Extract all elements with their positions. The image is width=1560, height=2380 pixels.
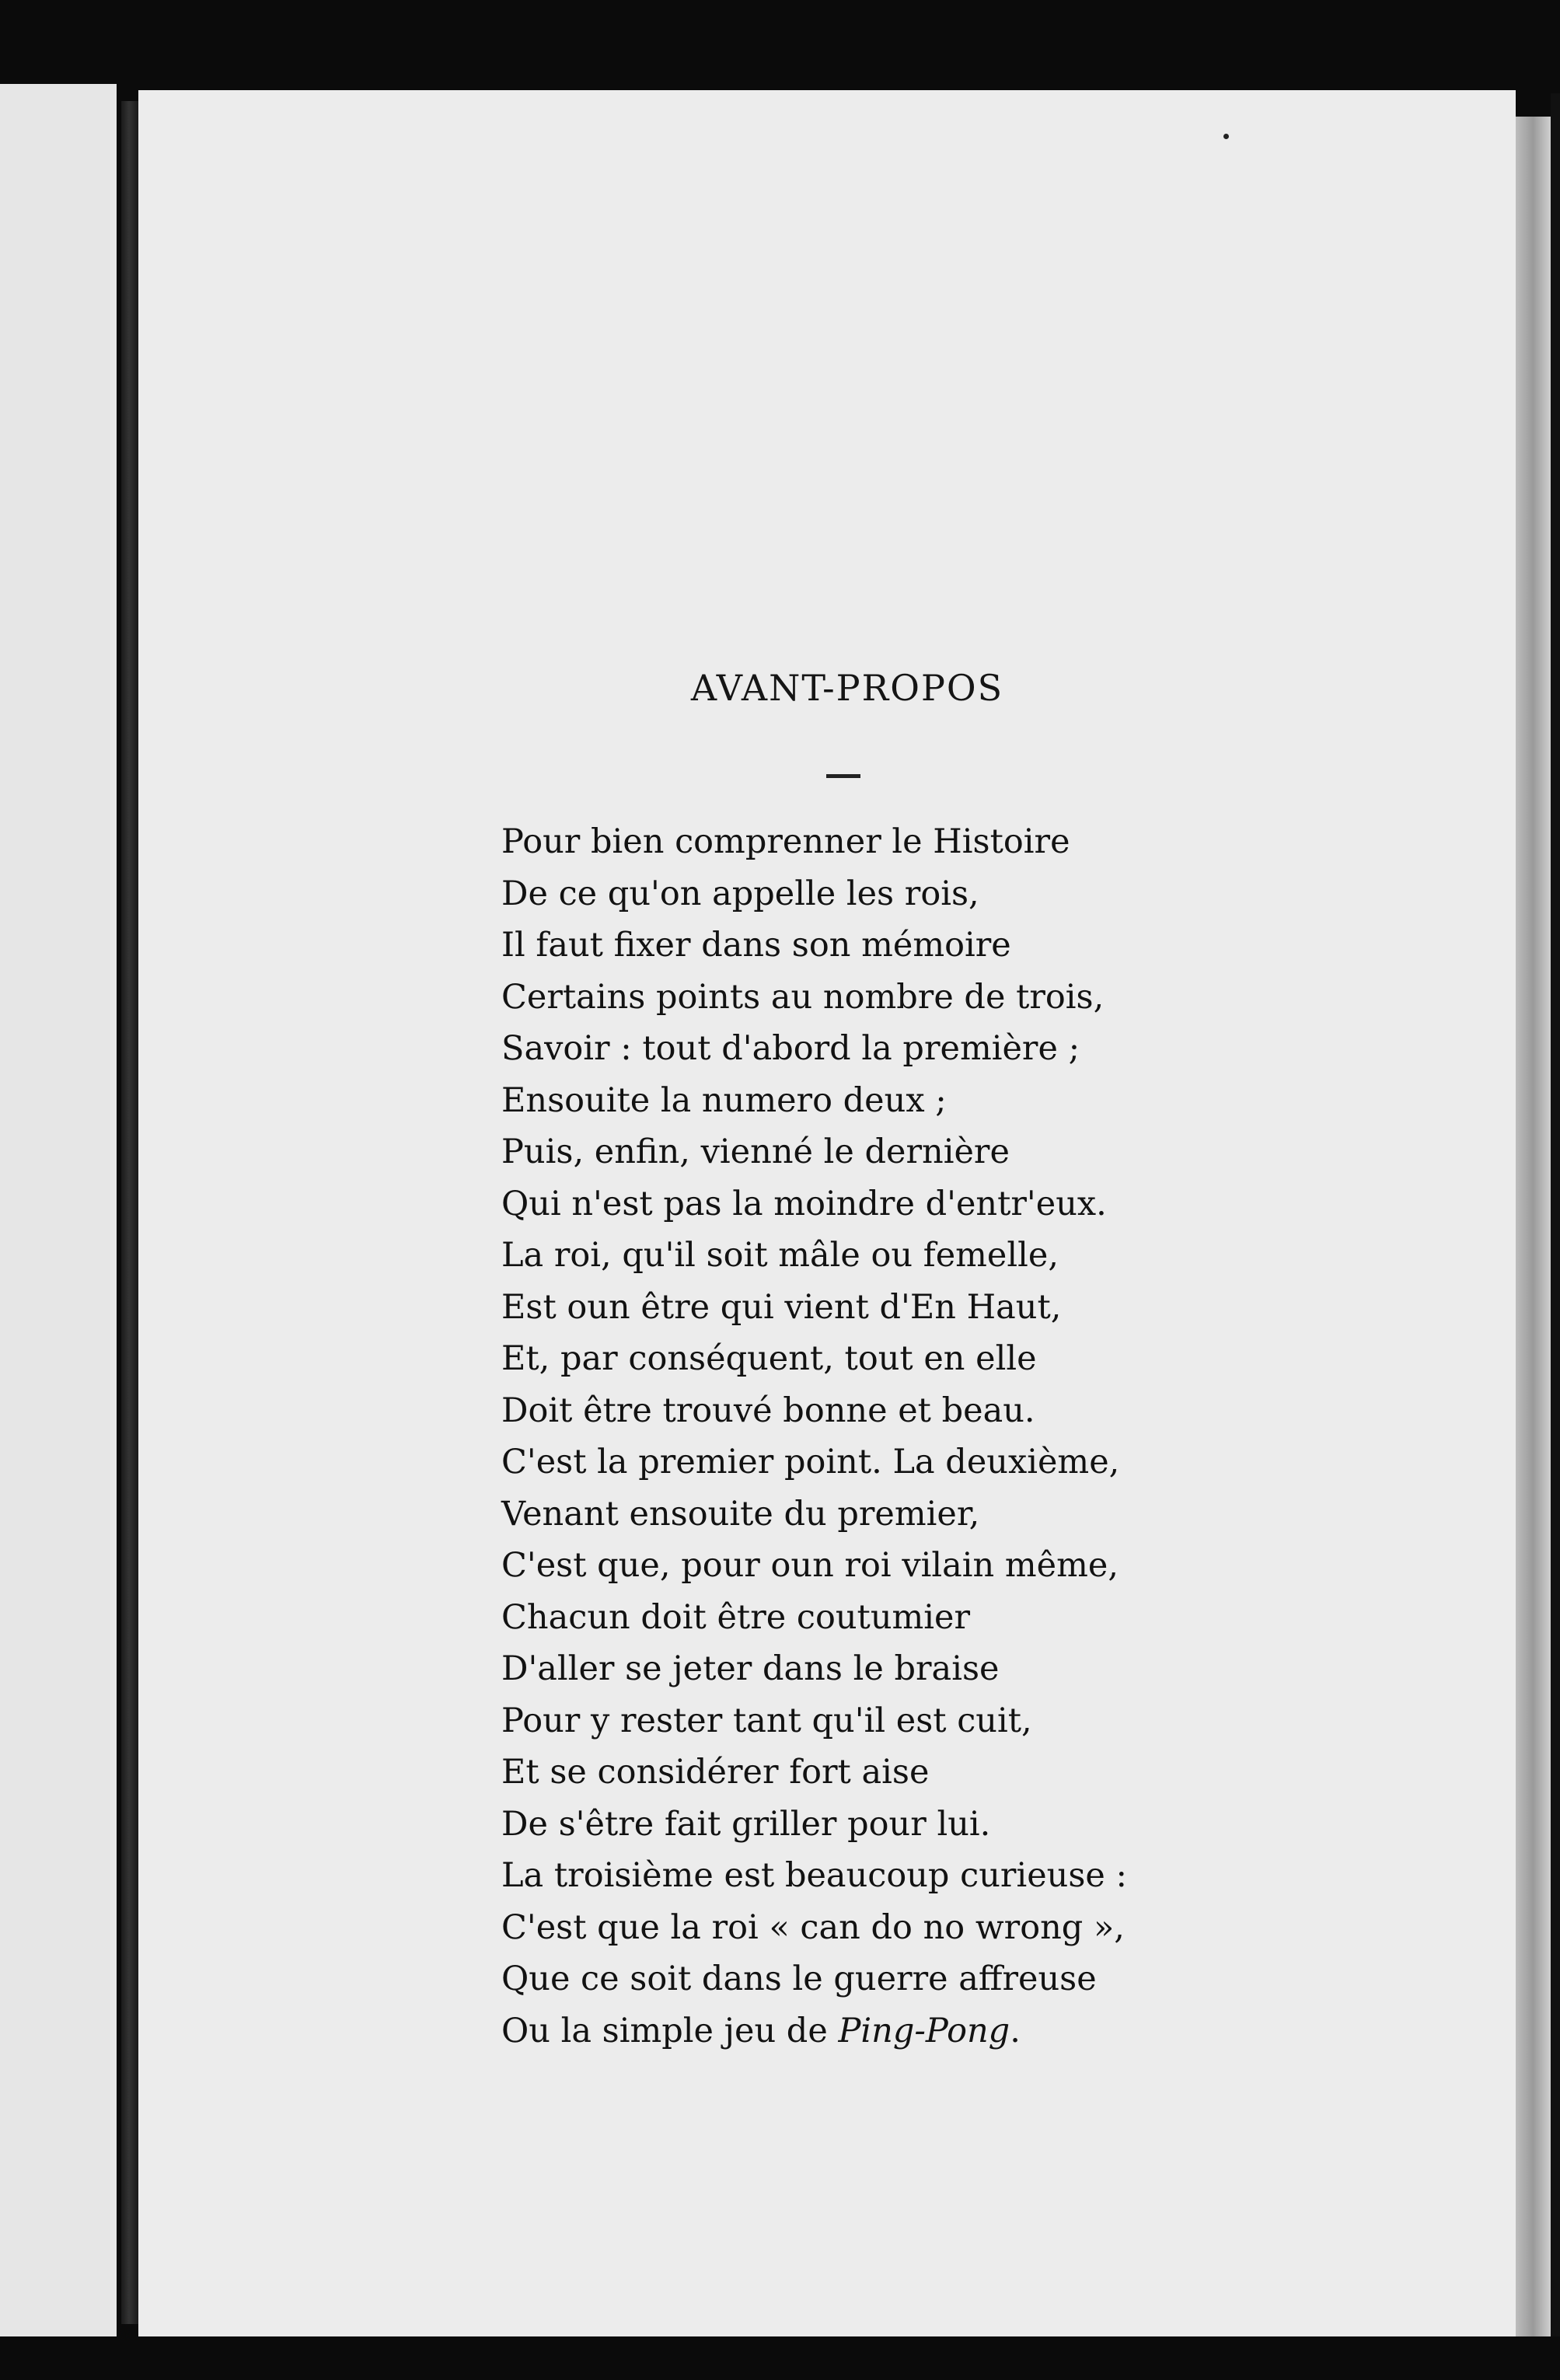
poem-line: Il faut fixer dans son mémoire <box>501 926 1011 965</box>
book-gutter <box>121 101 138 2324</box>
poem-line: C'est la premier point. La deuxième, <box>501 1443 1120 1481</box>
poem-line: Certains points au nombre de trois, <box>501 977 1105 1017</box>
poem-line: La troisième est beaucoup curieuse : <box>501 1856 1128 1895</box>
poem-line: Puis, enfin, vienné le dernière <box>501 1132 1010 1171</box>
page-title: AVANT-PROPOS <box>690 667 1004 709</box>
poem-line: Venant ensouite du premier, <box>501 1494 980 1534</box>
scan-border-bottom <box>0 2336 1560 2380</box>
poem-line: Et se considérer fort aise <box>501 1753 930 1792</box>
poem-line: Doit être trouvé bonne et beau. <box>501 1391 1035 1430</box>
poem-line: Ensouite la numero deux ; <box>501 1080 947 1120</box>
poem-line: Chacun doit être coutumier <box>501 1597 971 1637</box>
poem-line-last <box>501 2005 1512 2057</box>
poem-line: Et, par conséquent, tout en elle <box>501 1339 1037 1378</box>
poem <box>501 816 1512 2057</box>
poem-line: Est oun être qui vient d'En Haut, <box>501 1287 1062 1327</box>
poem-line: Qui n'est pas la moindre d'entr'eux. <box>501 1184 1107 1223</box>
title-divider <box>826 774 860 778</box>
adjacent-page-edge <box>0 84 117 2338</box>
scan-border-right <box>1551 93 1560 2380</box>
poem-line: La roi, qu'il soit mâle ou femelle, <box>501 1236 1059 1275</box>
poem-line: Que ce soit dans le guerre affreuse <box>501 1959 1097 1998</box>
poem-line: C'est que la roi « can do no wrong », <box>501 1907 1125 1947</box>
poem-line: D'aller se jeter dans le braise <box>501 1649 1000 1688</box>
poem-line-last-prefix: Ou la simple jeu de <box>501 2011 839 2050</box>
poem-line: C'est que, pour oun roi vilain même, <box>501 1546 1119 1585</box>
poem-line: Pour y rester tant qu'il est cuit, <box>501 1701 1032 1740</box>
poem-line-last-suffix: . <box>1010 2011 1021 2050</box>
poem-line: Pour bien comprenner le Histoire <box>501 822 1070 861</box>
dust-speck <box>1223 134 1229 139</box>
poem-line: De s'être fait griller pour lui. <box>501 1804 991 1844</box>
page-block-edge <box>1516 117 1551 2340</box>
poem-line: Savoir : tout d'abord la première ; <box>501 1029 1080 1068</box>
poem-italic-word: Ping-Pong <box>838 2011 1010 2050</box>
poem-line: De ce qu'on appelle les rois, <box>501 874 979 913</box>
